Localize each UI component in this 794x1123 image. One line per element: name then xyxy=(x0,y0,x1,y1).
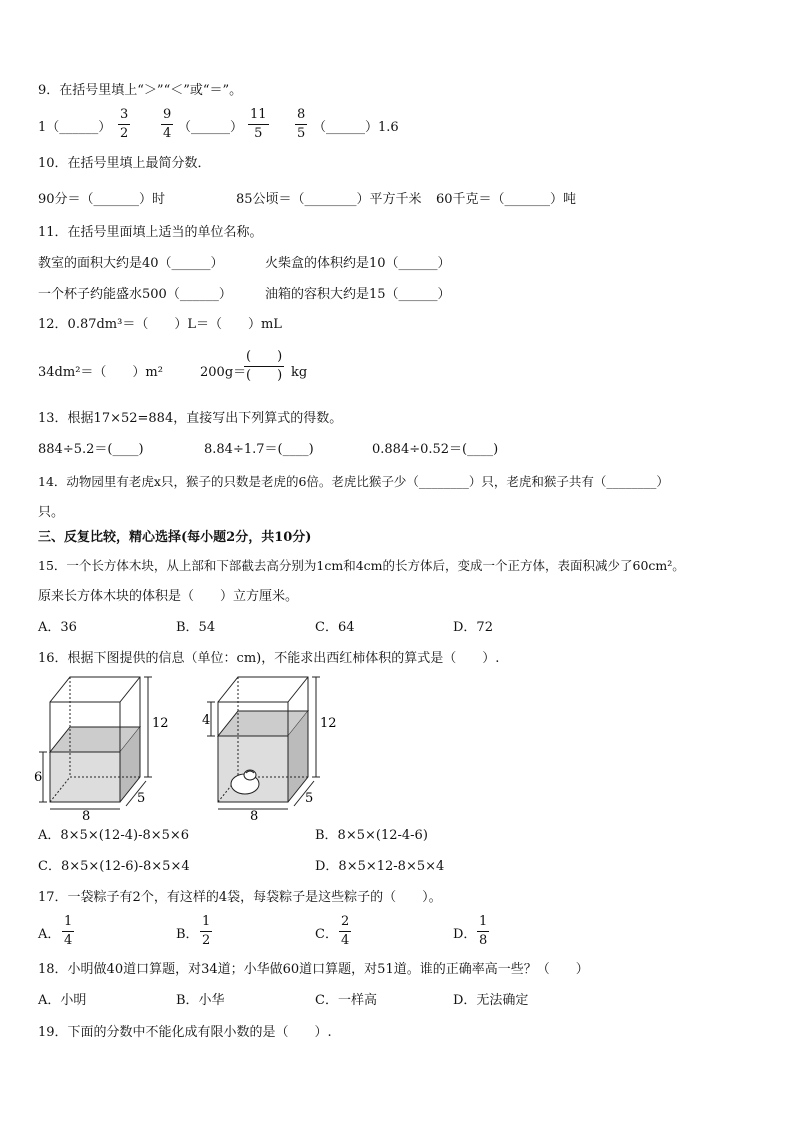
q13-item-c[interactable]: 0.884÷0.52＝(____) xyxy=(372,442,499,457)
q11-item-c[interactable]: 一个杯子约能盛水500（______） xyxy=(38,287,232,302)
q16-option-c[interactable]: C．8×5×(12-6)-8×5×4 xyxy=(38,859,190,874)
q15-option-d[interactable]: D．72 xyxy=(453,620,493,635)
denominator-blank[interactable]: ( ) xyxy=(246,368,283,383)
numerator: 8 xyxy=(297,107,306,122)
q17-option-b-label[interactable]: B． xyxy=(176,927,199,942)
fig2-height-label: 12 xyxy=(320,716,337,731)
q17-option-c-fraction[interactable] xyxy=(339,915,351,948)
denominator: 5 xyxy=(254,126,263,141)
q11-title: 11．在括号里面填上适当的单位名称。 xyxy=(38,225,263,240)
q12-title[interactable]: 12．0.87dm³＝（ ）L＝（ ）mL xyxy=(38,317,282,332)
section-heading: 三、反复比较，精心选择(每小题2分，共10分) xyxy=(38,530,312,545)
q13-title: 13．根据17×52=884，直接写出下列算式的得数。 xyxy=(38,411,343,426)
q17-title: 17．一袋粽子有2个，有这样的4袋，每袋粽子是这些粽子的（ ）。 xyxy=(38,890,442,905)
q9-compare-1[interactable]: 1（______） xyxy=(38,120,112,135)
numerator: 11 xyxy=(250,107,267,122)
q17-option-d-label[interactable]: D． xyxy=(453,927,477,942)
container-figure-2 xyxy=(200,672,340,822)
q14-line-2: 只。 xyxy=(38,505,65,520)
q18-title: 18．小明做40道口算题，对34道；小华做60道口算题，对51道。谁的正确率高一些？（ ） xyxy=(38,962,589,977)
denominator: 2 xyxy=(120,126,129,141)
q9-compare-2[interactable]: （______） xyxy=(178,120,244,135)
q17-option-d-fraction[interactable] xyxy=(477,915,489,948)
q12-item-b-suffix: kg xyxy=(291,365,308,380)
q16-title: 16．根据下图提供的信息（单位：cm)，不能求出西红柿体积的算式是（ ）. xyxy=(38,651,500,666)
q13-item-a[interactable]: 884÷5.2＝(____) xyxy=(38,442,144,457)
denominator: 5 xyxy=(297,126,306,141)
numerator: 9 xyxy=(163,107,172,122)
q12-item-a[interactable]: 34dm²＝（ ）m² xyxy=(38,365,163,380)
q9-title: 9．在括号里填上“＞”“＜”或“＝”。 xyxy=(38,83,243,98)
fig1-width-label: 8 xyxy=(82,809,91,822)
q9-fraction-8-5 xyxy=(295,108,307,141)
q16-option-a[interactable]: A．8×5×(12-4)-8×5×6 xyxy=(38,828,190,843)
fig2-width-label: 8 xyxy=(250,809,259,822)
q15-option-c[interactable]: C．64 xyxy=(315,620,355,635)
q11-item-d[interactable]: 油箱的容积大约是15（______） xyxy=(265,287,451,302)
q9-compare-3[interactable]: （______）1.6 xyxy=(313,120,399,135)
fig1-water-label: 6 xyxy=(34,770,43,785)
q11-item-b[interactable]: 火柴盒的体积约是10（______） xyxy=(265,256,451,271)
q18-option-d[interactable]: D．无法确定 xyxy=(453,993,529,1008)
q9-fraction-3-2 xyxy=(118,108,130,141)
fig2-depth-label: 5 xyxy=(305,791,314,806)
q11-item-a[interactable]: 教室的面积大约是40（______） xyxy=(38,256,224,271)
numerator: 1 xyxy=(479,914,488,929)
numerator: 1 xyxy=(64,914,73,929)
fig2-gap-label: 4 xyxy=(202,713,211,728)
q18-option-c[interactable]: C．一样高 xyxy=(315,993,377,1008)
numerator: 1 xyxy=(202,914,211,929)
denominator: 4 xyxy=(163,126,172,141)
q13-item-b[interactable]: 8.84÷1.7＝(____) xyxy=(204,442,314,457)
q12-blank-fraction[interactable] xyxy=(244,350,284,383)
numerator-blank[interactable]: ( ) xyxy=(246,349,283,364)
q15-option-a[interactable]: A．36 xyxy=(38,620,77,635)
q18-option-a[interactable]: A．小明 xyxy=(38,993,87,1008)
q14-line-1[interactable]: 14．动物园里有老虎x只，猴子的只数是老虎的6倍。老虎比猴子少（________）只，老虎和猴子共有（________） xyxy=(38,474,669,489)
q16-option-b[interactable]: B．8×5×(12-4-6) xyxy=(315,828,428,843)
q17-option-a-fraction[interactable] xyxy=(62,915,74,948)
q18-option-b[interactable]: B．小华 xyxy=(176,993,225,1008)
q19-title: 19．下面的分数中不能化成有限小数的是（ ）. xyxy=(38,1025,332,1040)
container-figure-1 xyxy=(32,672,172,822)
q10-item-b[interactable]: 85公顷＝（________）平方千米 xyxy=(236,192,422,207)
fig1-height-label: 12 xyxy=(152,716,169,731)
denominator: 2 xyxy=(202,933,211,948)
q17-option-b-fraction[interactable] xyxy=(200,915,212,948)
q17-option-c-label[interactable]: C． xyxy=(315,927,338,942)
fig1-depth-label: 5 xyxy=(137,791,146,806)
q9-fraction-11-5 xyxy=(248,108,269,141)
numerator: 3 xyxy=(120,107,129,122)
q12-item-b-prefix: 200g＝ xyxy=(200,365,247,380)
q16-option-d[interactable]: D．8×5×12-8×5×4 xyxy=(315,859,445,874)
q17-option-a-label[interactable]: A． xyxy=(38,927,61,942)
q10-title: 10．在括号里填上最简分数． xyxy=(38,156,211,171)
q15-option-b[interactable]: B．54 xyxy=(176,620,216,635)
denominator: 4 xyxy=(341,933,350,948)
q10-item-a[interactable]: 90分＝（_______）时 xyxy=(38,192,166,207)
q15-line-1: 15．一个长方体木块，从上部和下部截去高分别为1cm和4cm的长方体后，变成一个正方体，表面积减少了60cm²。 xyxy=(38,558,685,573)
denominator: 8 xyxy=(479,933,488,948)
denominator: 4 xyxy=(64,933,73,948)
q15-line-2: 原来长方体木块的体积是（ ）立方厘米。 xyxy=(38,589,299,604)
numerator: 2 xyxy=(341,914,350,929)
q10-item-c[interactable]: 60千克＝（_______）吨 xyxy=(436,192,577,207)
q9-fraction-9-4 xyxy=(161,108,173,141)
